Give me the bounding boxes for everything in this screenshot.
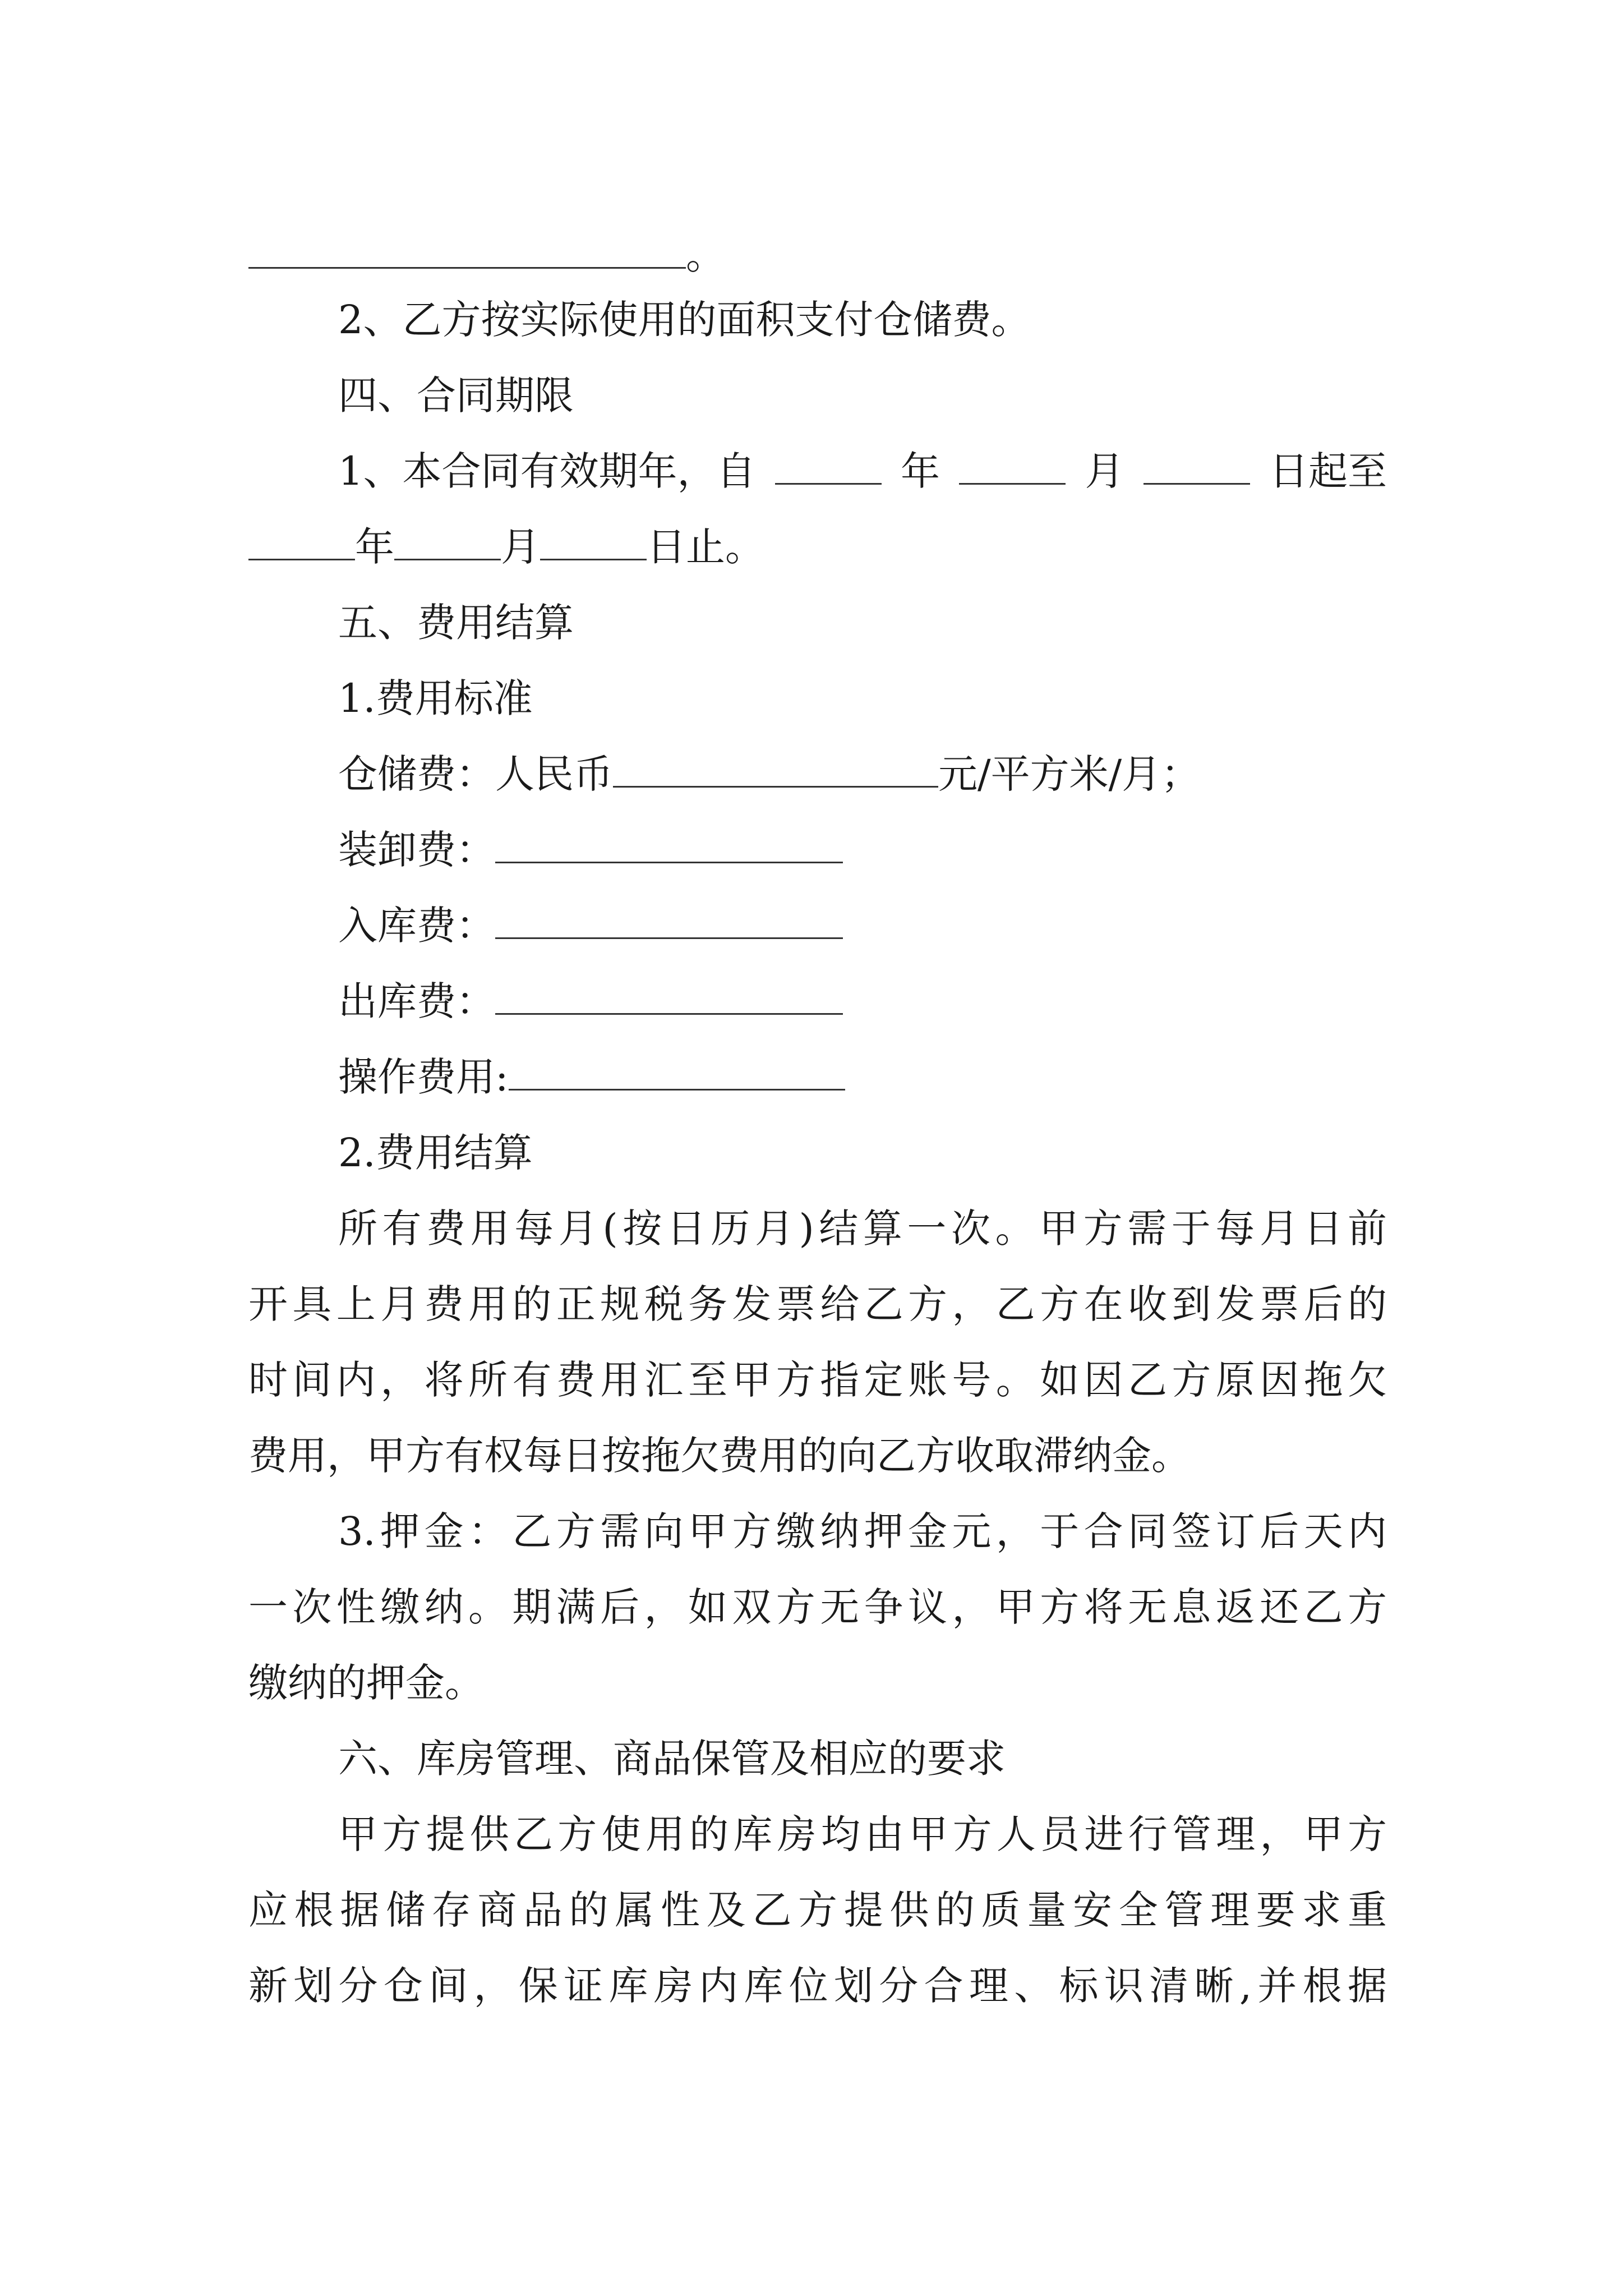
text-segment: 操作费用: (338, 1054, 509, 1100)
paragraph-line: 缴纳的押金。 (248, 1660, 484, 1706)
operation-fee-line (338, 1054, 845, 1100)
period: 。 (686, 232, 725, 278)
text-line-4 (338, 448, 1387, 494)
paragraph-line: 所有费用每月(按日历月)结算一次。甲方需于每月日前 (338, 1205, 1387, 1251)
fill-blank (613, 757, 938, 788)
section-heading-5: 五、费用结算 (338, 600, 574, 646)
paragraph-line: 应根据储存商品的属性及乙方提供的质量安全管理要求重 (248, 1887, 1387, 1933)
handling-fee-line (338, 827, 843, 873)
text-segment: 月 (501, 524, 540, 570)
fill-blank (248, 238, 686, 269)
subsection-heading: 1.费用标准 (338, 675, 533, 721)
fill-blank (959, 454, 1066, 485)
text-segment: 年 (355, 524, 394, 570)
text-segment: 元/平方米/月； (938, 751, 1201, 797)
section-heading-4: 四、合同期限 (338, 372, 574, 418)
fill-blank (775, 454, 882, 485)
fill-blank (1144, 454, 1250, 485)
text-segment: 日止。 (647, 524, 764, 570)
text-line-1 (248, 232, 725, 278)
inbound-fee-line (338, 903, 843, 949)
fill-blank (248, 530, 355, 560)
paragraph-line: 新划分仓间，保证库房内库位划分合理、标识清晰,并根据 (248, 1963, 1387, 2009)
text-segment: 仓储费：人民币 (338, 751, 613, 797)
fill-blank (509, 1060, 845, 1091)
outbound-fee-line (338, 978, 843, 1024)
fill-blank (495, 832, 843, 863)
text-segment: 入库费： (338, 903, 495, 949)
paragraph-line: 时间内，将所有费用汇至甲方指定账号。如因乙方原因拖欠 (248, 1357, 1387, 1403)
text-segment: 装卸费： (338, 827, 495, 873)
paragraph-line: 一次性缴纳。期满后，如双方无争议，甲方将无息返还乙方 (248, 1584, 1387, 1630)
text-segment: 日起至 (1269, 448, 1387, 494)
paragraph-line: 开具上月费用的正规税务发票给乙方，乙方在收到发票后的 (248, 1281, 1387, 1327)
fill-blank (495, 984, 843, 1015)
paragraph-line: 甲方提供乙方使用的库房均由甲方人员进行管理，甲方 (338, 1811, 1387, 1857)
text-segment: 月 (1085, 448, 1124, 494)
paragraph-line: 费用，甲方有权每日按拖欠费用的向乙方收取滞纳金。 (248, 1433, 1191, 1479)
text-line-2: 2、乙方按实际使用的面积支付仓储费。 (338, 297, 1031, 343)
fill-blank (540, 530, 647, 560)
fill-blank (394, 530, 501, 560)
text-segment: 1、本合同有效期年，自 (338, 448, 756, 494)
text-segment: 年 (901, 448, 940, 494)
fill-blank (495, 908, 843, 939)
section-heading-6: 六、库房管理、商品保管及相应的要求 (338, 1736, 1006, 1782)
storage-fee-line (338, 751, 1201, 797)
text-segment: 出库费： (338, 978, 495, 1024)
subsection-heading: 2.费用结算 (338, 1130, 533, 1176)
text-line-5 (248, 524, 764, 570)
paragraph-line: 3.押金：乙方需向甲方缴纳押金元，于合同签订后天内 (338, 1508, 1387, 1554)
